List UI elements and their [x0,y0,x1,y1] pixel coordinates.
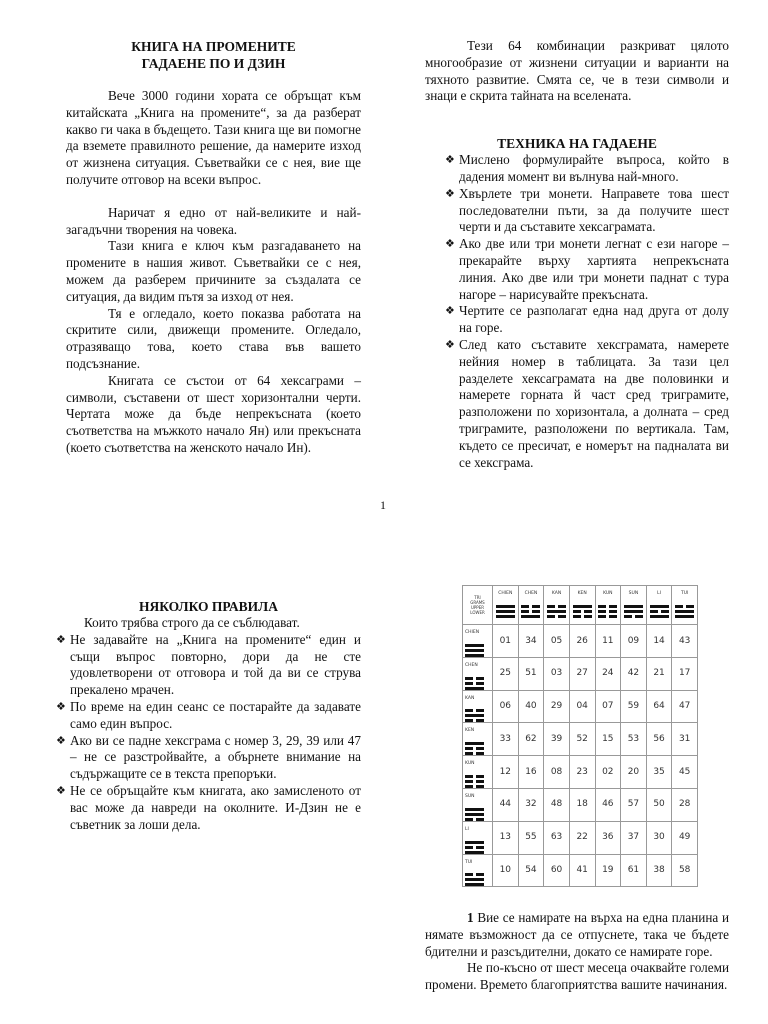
hexagram-number-cell: 58 [672,854,698,887]
hexagram-number-cell: 46 [595,788,621,821]
trigram-icon [596,605,621,618]
trigram-name: TUI [681,591,689,596]
trigram-row-header-ken [463,723,493,756]
intro-paragraph-1: Вече 3000 години хората се обръщат към китайската „Книга на промените“, за да разберат какво ги чака в бъдещето. Тази книга ще ви помогне да вземете правилното решение, да намерите изход от жизнена ситуация. Съветвайки се с нея, вие ще получите отговор на всеки въпрос. [66,88,361,187]
hexagram-number-cell: 13 [493,821,519,854]
trigram-icon [672,605,697,618]
broken-line-icon [598,610,617,613]
trigram-header-tui [672,586,698,625]
hexagram-number-cell: 52 [569,723,595,756]
hexagram-number-cell: 57 [621,788,647,821]
hexagram-number-cell: 29 [544,690,570,723]
trigram-name: SUN [465,793,475,799]
trigram-name: CHEN [524,591,538,596]
hexagram-number-cell: 56 [646,723,672,756]
hexagram-number-cell: 06 [493,690,519,723]
trigram-icon [465,873,492,886]
corner-label: LOWER [470,610,485,615]
hexagram-number-cell: 42 [621,657,647,690]
list-item: ❖ По време на един сеанс се постарайте да задавате само един въпрос. [56,699,361,733]
hexagram-number-cell: 35 [646,756,672,789]
corner-label: UPPER [470,605,485,610]
hexagram-number-cell: 43 [672,625,698,658]
hexagram-number-cell: 49 [672,821,698,854]
hexagram-number-cell: 39 [544,723,570,756]
hexagram-number-cell: 64 [646,690,672,723]
hexagram-number-cell: 24 [595,657,621,690]
broken-line-icon [650,610,669,613]
solid-line-icon [465,851,484,854]
trigram-row-header-chien [463,625,493,658]
trigram-icon [647,605,672,618]
hexagram-number-cell: 41 [569,854,595,887]
list-item: ❖ Хвърлете три монети. Направете това шест последователни пъти, за да получите шест черти и да съставите хексаграмата. [445,186,729,236]
trigram-icon [465,677,492,690]
hexagram-number-cell: 20 [621,756,647,789]
trigram-name: TUI [465,859,473,865]
answer-text: Вие се намирате на върха на една планина и нямате възможност да се отпуснете, така че бъдете бдителни и разсъдителни, докато се намирате горе. [425,910,730,959]
table-row [463,657,698,690]
trigram-name: KUN [465,761,475,767]
technique-list [445,152,729,471]
broken-line-icon [465,709,484,712]
answer-number: 1 [467,910,474,925]
list-item: ❖ Чертите се разполагат една над друга от долу на горе. [445,303,729,337]
hexagram-number-cell: 16 [518,756,544,789]
hexagram-number-cell: 44 [493,788,519,821]
trigram-row-header-li [463,821,493,854]
solid-line-icon [650,615,669,618]
solid-line-icon [650,605,669,608]
solid-line-icon [465,714,484,717]
hexagram-number-cell: 02 [595,756,621,789]
list-item: ❖ Ако две или три монети легнат с ези нагоре – прекарайте върху хартията непрекъсната линия. Ако две или три монети паднат с тура нагоре – нарисувайте прекъсната. [445,236,729,303]
rules-intro: Които трябва строго да се съблюдават. [84,615,300,630]
hexagram-number-cell: 47 [672,690,698,723]
table-row [463,788,698,821]
hexagram-number-cell: 18 [569,788,595,821]
trigram-name: LI [465,826,469,832]
answer-paragraph [425,910,729,960]
broken-line-icon [465,677,484,680]
hexagram-number-cell: 40 [518,690,544,723]
intro-column [66,38,361,457]
hexagram-number-cell: 03 [544,657,570,690]
hexagram-number-cell: 07 [595,690,621,723]
list-item: ❖ Ако ви се падне хексграма с номер 3, 29, 39 или 47 – не се разстройвайте, а обърнете внимание на съдържащите се в текста препоръки. [56,733,361,783]
trigram-header-chien [493,586,519,625]
solid-line-icon [624,605,643,608]
broken-line-icon [465,752,484,755]
trigram-name: CHIEN [498,591,513,596]
spacer [425,105,729,135]
trigram-row-header-tui [463,854,493,887]
list-item: ❖ Не се обръщайте към книгата, ако замисленото от вас може да навреди на околните. И-Дзин не е съветник за лоши дела. [56,783,361,833]
solid-line-icon [465,878,484,881]
table-row [463,821,698,854]
solid-line-icon [521,615,540,618]
intro-paragraph-5: Книгата се състои от 64 хексаграми – символи, съставени от шест хоризонтални черти. Чертата може да бъде непрекъсната (което съответства на мъжкото начало Ян) или прекъсната (което съответства на женското начало Ин). [66,372,361,455]
trigram-name: KAN [551,591,562,596]
solid-line-icon [465,808,484,811]
broken-line-icon [465,775,484,778]
hexagram-number-cell: 50 [646,788,672,821]
hexagram-number-cell: 55 [518,821,544,854]
hexagram-number-cell: 38 [646,854,672,887]
hexagram-number-cell: 08 [544,756,570,789]
hexagram-number-cell: 30 [646,821,672,854]
solid-line-icon [573,605,592,608]
hexagram-number-cell: 12 [493,756,519,789]
hexagram-number-cell: 34 [518,625,544,658]
table-corner [463,586,493,625]
broken-line-icon [675,605,694,608]
solid-line-icon [675,610,694,613]
solid-line-icon [465,742,484,745]
list-item: ❖ Не задавайте на „Книга на промените“ един и същи въпрос повторно, дори да не сте удовлетворени от отговора и той да ви се струва прекалено мрачен. [56,632,361,699]
solid-line-icon [624,610,643,613]
solid-line-icon [465,644,484,647]
hexagram-number-cell: 14 [646,625,672,658]
hexagram-number-cell: 32 [518,788,544,821]
hexagram-number-cell: 05 [544,625,570,658]
solid-line-icon [496,615,515,618]
trigram-name: KUN [603,591,613,596]
combinations-paragraph: Тези 64 комбинации разкриват цялото многообразие от жизнени ситуации и варианти на тяхното развитие. Смята се, че в тези символи и знаци е скрита тайната на вселената. [425,38,729,104]
solid-line-icon [496,605,515,608]
trigram-icon [519,605,544,618]
hexagram-table [462,585,698,887]
broken-line-icon [573,610,592,613]
broken-line-icon [465,785,484,788]
hexagram-number-cell: 61 [621,854,647,887]
trigram-icon [465,775,492,788]
hexagram-number-cell: 59 [621,690,647,723]
solid-line-icon [675,615,694,618]
list-item: ❖ Мислено формулирайте въпроса, който в дадения момент ви вълнува най-много. [445,152,729,186]
trigram-icon [465,742,492,755]
hexagram-number-cell: 01 [493,625,519,658]
trigram-header-kan [544,586,570,625]
solid-line-icon [547,610,566,613]
solid-line-icon [465,841,484,844]
broken-line-icon [547,615,566,618]
rules-title: НЯКОЛКО ПРАВИЛА [138,599,278,614]
hexagram-number-cell: 11 [595,625,621,658]
solid-line-icon [496,610,515,613]
technique-column [425,38,729,471]
trigram-name: CHIEN [465,630,480,635]
hexagram-number-cell: 33 [493,723,519,756]
broken-line-icon [573,615,592,618]
table-row [463,756,698,789]
hexagram-number-cell: 15 [595,723,621,756]
corner-label: TRI [474,595,481,600]
technique-title: ТЕХНИКА НА ГАДАЕНЕ [497,136,657,152]
trigram-row-header-kan [463,690,493,723]
broken-line-icon [624,615,643,618]
trigram-header-sun [621,586,647,625]
hexagram-number-cell: 26 [569,625,595,658]
hexagram-number-cell: 63 [544,821,570,854]
trigram-header-ken [569,586,595,625]
table-body [463,625,698,887]
hexagram-number-cell: 28 [672,788,698,821]
table-row [463,723,698,756]
hexagram-number-cell: 31 [672,723,698,756]
hexagram-number-cell: 53 [621,723,647,756]
broken-line-icon [598,615,617,618]
hexagram-number-cell: 45 [672,756,698,789]
trigram-name: KEN [577,591,587,596]
hexagram-number-cell: 37 [621,821,647,854]
hexagram-number-cell: 19 [595,854,621,887]
rules-column [56,598,361,833]
broken-line-icon [465,818,484,821]
intro-paragraph-4: Тя е огледало, което показва работата на скритите сили, движещи промените. Огледало, отразяващо това, което става във вашето подсъзнание. [66,305,361,371]
hexagram-number-cell: 25 [493,657,519,690]
hexagram-number-cell: 22 [569,821,595,854]
trigram-icon [465,841,492,854]
broken-line-icon [465,780,484,783]
solid-line-icon [465,813,484,816]
intro-paragraph-2: Наричат я едно от най-великите и най-загадъчни творения на човека. [66,204,361,237]
table-row [463,854,698,887]
trigram-name: CHEN [465,662,478,668]
solid-line-icon [465,649,484,652]
hexagram-number-cell: 36 [595,821,621,854]
trigram-icon [544,605,569,618]
hexagram-number-cell: 62 [518,723,544,756]
spacer [66,189,361,205]
rules-list [56,632,361,834]
trigram-row-header-sun [463,788,493,821]
hexagram-number-cell: 04 [569,690,595,723]
broken-line-icon [521,605,540,608]
hexagram-number-cell: 60 [544,854,570,887]
broken-line-icon [465,682,484,685]
trigram-icon [493,605,518,618]
broken-line-icon [598,605,617,608]
hexagram-number-cell: 27 [569,657,595,690]
broken-line-icon [465,719,484,722]
corner-label: GRAMS [470,600,485,605]
answer-paragraph-2: Не по-късно от шест месеца очаквайте големи промени. Времето благоприятства вашите начинания. [425,960,729,993]
list-item: ❖ След като съставите хексграмата, намерете нейния номер в таблицата. За тази цел разделете хексаграмата на две половинки и намерете горната й част сред триграмите, разположени по хоризонтала, а долната – сред триграмите, разположени по вертикала. Там, където се пресичат, е номерът на падналата ви се хексграма. [445,337,729,471]
trigram-icon [570,605,595,618]
trigram-header-row [463,586,698,625]
hexagram-number-cell: 10 [493,854,519,887]
trigram-row-header-kun [463,756,493,789]
book-title: КНИГА НА ПРОМЕНИТЕ [131,39,296,54]
hexagram-number-cell: 51 [518,657,544,690]
trigram-header-kun [595,586,621,625]
trigram-icon [621,605,646,618]
broken-line-icon [465,747,484,750]
table-row [463,625,698,658]
trigram-icon [465,808,492,821]
broken-line-icon [465,873,484,876]
intro-paragraph-3: Тази книга е ключ към разгадаването на промените в нашия живот. Съветвайки се с нея, можем да разберем причините за създалата се ситуация, да видим пътя за изход от нея. [66,238,361,304]
trigram-name: LI [657,591,661,596]
trigram-icon [465,709,492,722]
hexagram-number-cell: 48 [544,788,570,821]
broken-line-icon [465,846,484,849]
hexagram-number-cell: 54 [518,854,544,887]
solid-line-icon [465,687,484,690]
hexagram-number-cell: 17 [672,657,698,690]
spacer [66,72,361,88]
trigram-name: SUN [628,591,639,596]
hexagram-number-cell: 23 [569,756,595,789]
table-row [463,690,698,723]
broken-line-icon [521,610,540,613]
page-number: 1 [380,498,386,512]
answer-column [425,910,729,994]
broken-line-icon [547,605,566,608]
trigram-icon [465,644,492,657]
hexagram-number-cell: 09 [621,625,647,658]
book-subtitle: ГАДАЕНЕ ПО И ДЗИН [141,56,286,71]
solid-line-icon [465,654,484,657]
solid-line-icon [465,883,484,886]
trigram-name: KEN [465,728,475,734]
hexagram-number-cell: 21 [646,657,672,690]
trigram-header-li [646,586,672,625]
trigram-header-chen [518,586,544,625]
trigram-name: KAN [465,695,475,701]
trigram-row-header-chen [463,657,493,690]
